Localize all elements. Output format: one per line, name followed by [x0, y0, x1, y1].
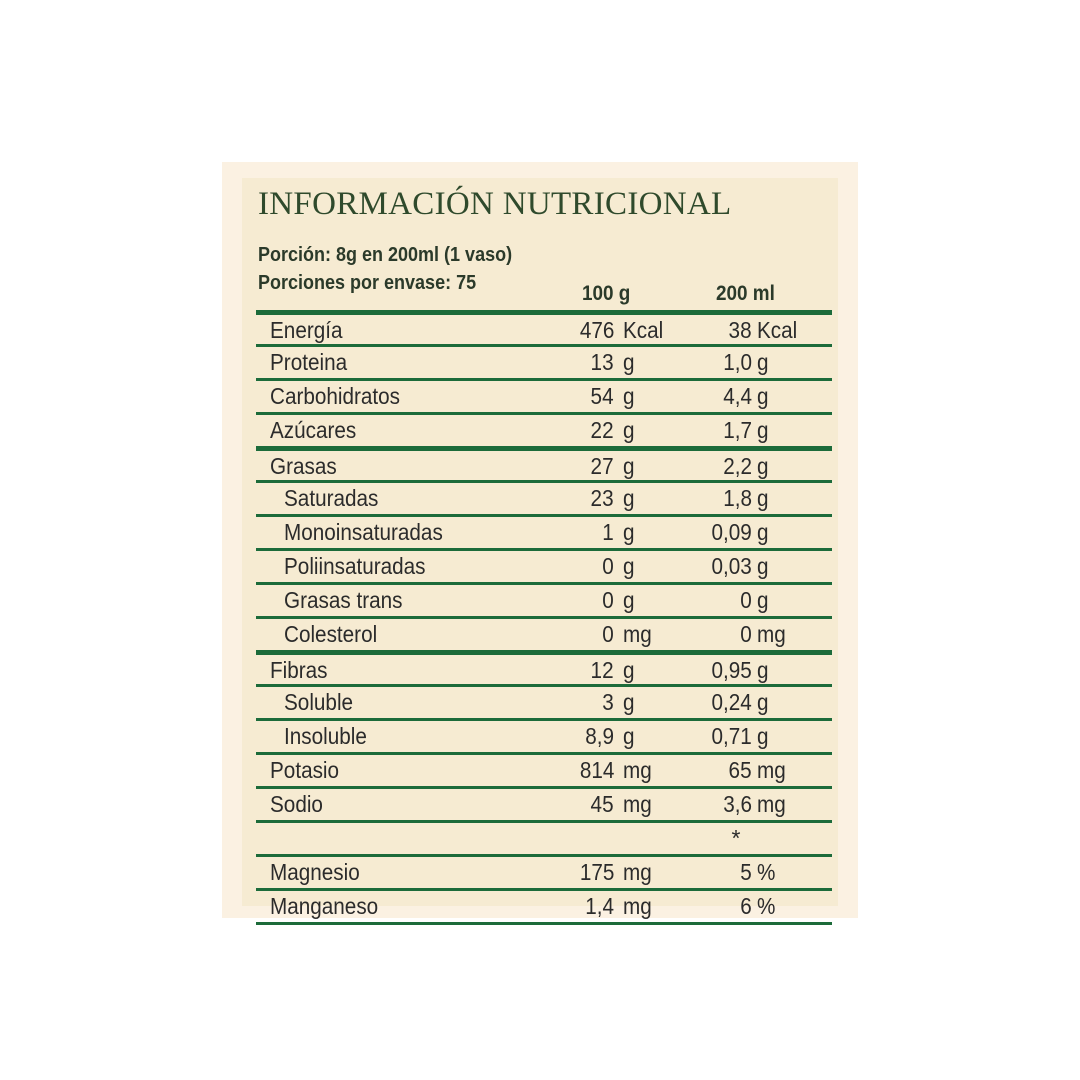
unit-100g: g [623, 587, 635, 613]
value-100g: 175 [579, 859, 614, 885]
unit-100g: g [623, 553, 635, 579]
unit-100g: g [623, 689, 635, 715]
table-row [256, 752, 832, 786]
table-row [256, 412, 832, 446]
label-frame [222, 162, 858, 918]
value-100g: 0 [602, 621, 614, 647]
unit-100g: g [623, 417, 635, 443]
column-header-100g: 100 g [582, 282, 631, 305]
unit-100g: g [623, 349, 635, 375]
table-row [256, 310, 832, 344]
table-row [256, 786, 832, 820]
value-100g: 22 [590, 417, 614, 443]
nutrient-name: Fibras [270, 657, 328, 683]
value-100g: 0 [602, 553, 614, 579]
value-200ml: 0,03 [711, 553, 752, 579]
unit-200ml: g [757, 453, 769, 479]
unit-200ml: % [757, 859, 776, 885]
unit-100g: g [623, 453, 635, 479]
value-100g: 1,4 [585, 893, 614, 919]
table-row [256, 548, 832, 582]
asterisk-note: * [731, 825, 741, 851]
value-200ml: 0,95 [711, 657, 752, 683]
nutrient-name: Poliinsaturadas [284, 553, 426, 579]
value-200ml: 0 [740, 621, 752, 647]
table-row [256, 480, 832, 514]
value-200ml: 4,4 [723, 383, 752, 409]
nutrient-name: Carbohidratos [270, 383, 401, 409]
value-200ml: 3,6 [723, 791, 752, 817]
table-row [256, 582, 832, 616]
nutrient-name: Manganeso [270, 893, 379, 919]
nutrient-name: Soluble [284, 689, 354, 715]
unit-200ml: g [757, 723, 769, 749]
portion-text: Porción: 8g en 200ml (1 vaso) [258, 244, 513, 266]
unit-200ml: g [757, 657, 769, 683]
value-200ml: 2,2 [723, 453, 752, 479]
unit-100g: g [623, 723, 635, 749]
unit-100g: mg [623, 621, 652, 647]
table-row [256, 650, 832, 684]
nutrient-name: Sodio [270, 791, 323, 817]
unit-100g: g [623, 485, 635, 511]
table-row [256, 446, 832, 480]
value-200ml: 38 [728, 317, 752, 343]
unit-200ml: g [757, 349, 769, 375]
value-100g: 476 [579, 317, 614, 343]
nutrient-name: Magnesio [270, 859, 360, 885]
value-100g: 23 [590, 485, 614, 511]
unit-200ml: g [757, 587, 769, 613]
table-row [256, 684, 832, 718]
asterisk-row [256, 820, 832, 854]
unit-100g: mg [623, 757, 652, 783]
unit-200ml: g [757, 553, 769, 579]
table-row [256, 514, 832, 548]
table-row [256, 344, 832, 378]
value-100g: 0 [602, 587, 614, 613]
value-200ml: 5 [740, 859, 752, 885]
value-100g: 13 [590, 349, 614, 375]
unit-200ml: g [757, 383, 769, 409]
value-100g: 27 [590, 453, 614, 479]
unit-200ml: g [757, 689, 769, 715]
value-200ml: 0,24 [711, 689, 752, 715]
nutrient-name: Colesterol [284, 621, 378, 647]
nutrient-name: Insoluble [284, 723, 367, 749]
nutrient-name: Grasas trans [284, 587, 403, 613]
unit-100g: mg [623, 893, 652, 919]
unit-100g: mg [623, 791, 652, 817]
unit-100g: mg [623, 859, 652, 885]
column-header-200ml: 200 ml [716, 282, 775, 305]
nutrient-name: Monoinsaturadas [284, 519, 443, 545]
unit-200ml: % [757, 893, 776, 919]
unit-200ml: mg [757, 621, 786, 647]
unit-200ml: Kcal [757, 317, 798, 343]
unit-100g: g [623, 519, 635, 545]
nutrient-name: Energía [270, 317, 343, 343]
value-100g: 45 [590, 791, 614, 817]
table-row [256, 616, 832, 650]
value-200ml: 6 [740, 893, 752, 919]
value-200ml: 65 [728, 757, 752, 783]
unit-100g: g [623, 657, 635, 683]
nutrition-table [256, 310, 832, 925]
value-100g: 1 [602, 519, 614, 545]
unit-200ml: g [757, 485, 769, 511]
unit-200ml: g [757, 519, 769, 545]
value-100g: 814 [579, 757, 614, 783]
value-100g: 54 [590, 383, 614, 409]
nutrient-name: Azúcares [270, 417, 357, 443]
table-row [256, 718, 832, 752]
unit-200ml: mg [757, 791, 786, 817]
table-row [256, 378, 832, 412]
unit-200ml: g [757, 417, 769, 443]
value-100g: 8,9 [585, 723, 614, 749]
unit-100g: Kcal [623, 317, 664, 343]
value-200ml: 0 [740, 587, 752, 613]
value-100g: 12 [590, 657, 614, 683]
nutrient-name: Proteina [270, 349, 348, 375]
value-200ml: 1,8 [723, 485, 752, 511]
value-100g: 3 [602, 689, 614, 715]
nutrient-name: Grasas [270, 453, 337, 479]
servings-text: Porciones por envase: 75 [258, 272, 477, 294]
value-200ml: 1,0 [723, 349, 752, 375]
value-200ml: 0,09 [711, 519, 752, 545]
unit-200ml: mg [757, 757, 786, 783]
table-row [256, 854, 832, 888]
nutrition-panel [242, 178, 838, 919]
nutrient-name: Saturadas [284, 485, 379, 511]
label-title: INFORMACIÓN NUTRICIONAL [258, 186, 732, 222]
nutrient-name: Potasio [270, 757, 340, 783]
value-200ml: 0,71 [711, 723, 752, 749]
value-200ml: 1,7 [723, 417, 752, 443]
table-row [256, 888, 832, 925]
unit-100g: g [623, 383, 635, 409]
